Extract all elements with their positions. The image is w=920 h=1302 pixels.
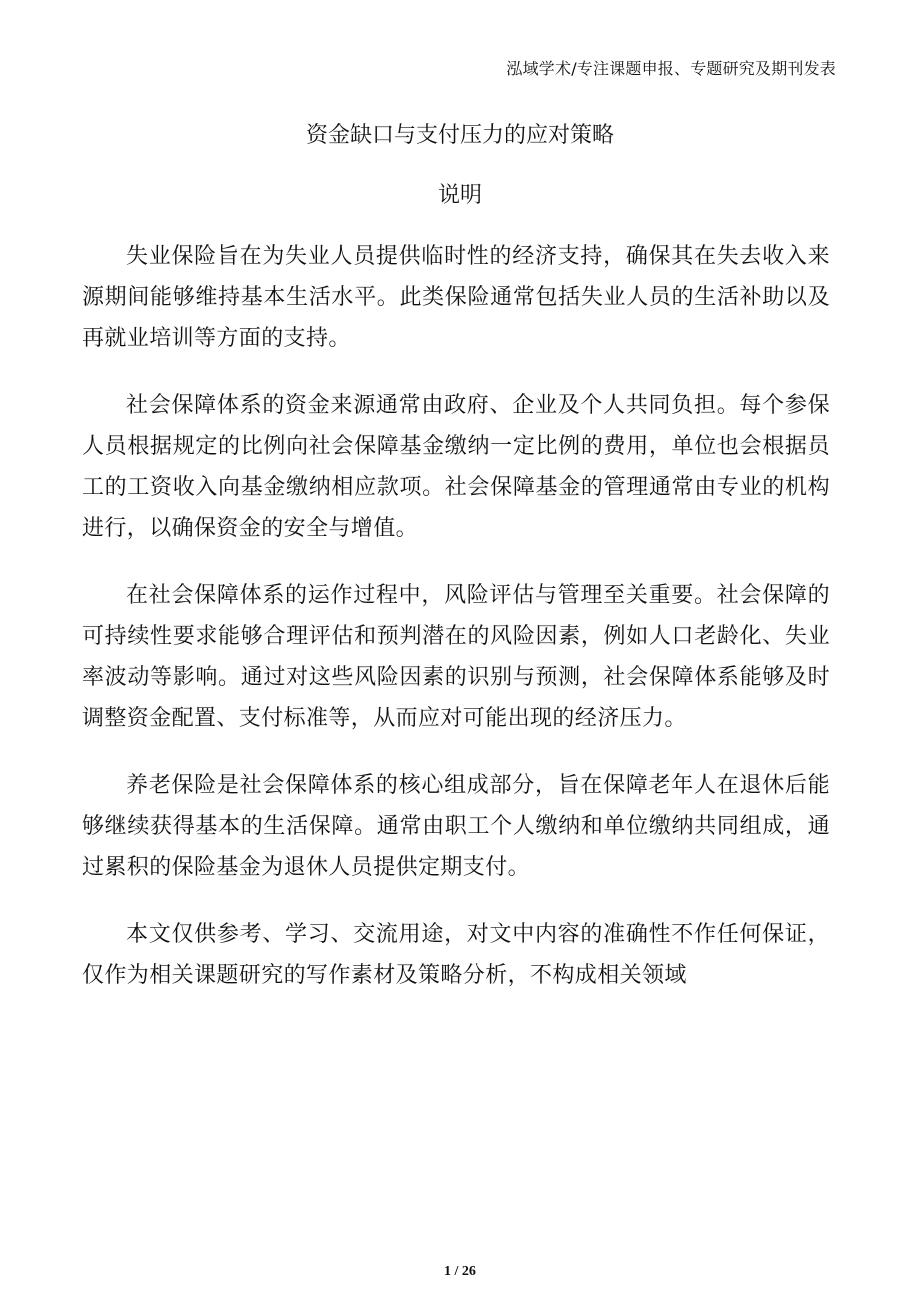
paragraph: 养老保险是社会保障体系的核心组成部分，旨在保障老年人在退休后能够继续获得基本的生活保障。通常由职工个人缴纳和单位缴纳共同组成，通过累积的保险基金为退休人员提供定期支付。 [82,773,830,880]
running-header: 泓域学术/专注课题申报、专题研究及期刊发表 [506,59,836,78]
paragraph: 本文仅供参考、学习、交流用途，对文中内容的准确性不作任何保证，仅作为相关课题研究的写作素材及策略分析，不构成相关领域 [82,922,830,988]
paragraph: 失业保险旨在为失业人员提供临时性的经济支持，确保其在失去收入来源期间能够维持基本生活水平。此类保险通常包括失业人员的生活补助以及再就业培训等方面的支持。 [82,244,830,351]
page-number: 1 / 26 [444,1264,476,1279]
document-title: 资金缺口与支付压力的应对策略 [305,123,614,148]
paragraph: 社会保障体系的资金来源通常由政府、企业及个人共同负担。每个参保人员根据规定的比例向社会保障基金缴纳一定比例的费用，单位也会根据员工的工资收入向基金缴纳相应款项。社会保障基金的管理通常由专业的机构进行，以确保资金的安全与增值。 [82,393,830,541]
section-heading: 说明 [437,183,482,208]
paragraph: 在社会保障体系的运作过程中，风险评估与管理至关重要。社会保障的可持续性要求能够合理评估和预判潜在的风险因素，例如人口老龄化、失业率波动等影响。通过对这些风险因素的识别与预测，社会保障体系能够及时调整资金配置、支付标准等，从而应对可能出现的经济压力。 [82,583,830,731]
document-body [82,236,830,1022]
